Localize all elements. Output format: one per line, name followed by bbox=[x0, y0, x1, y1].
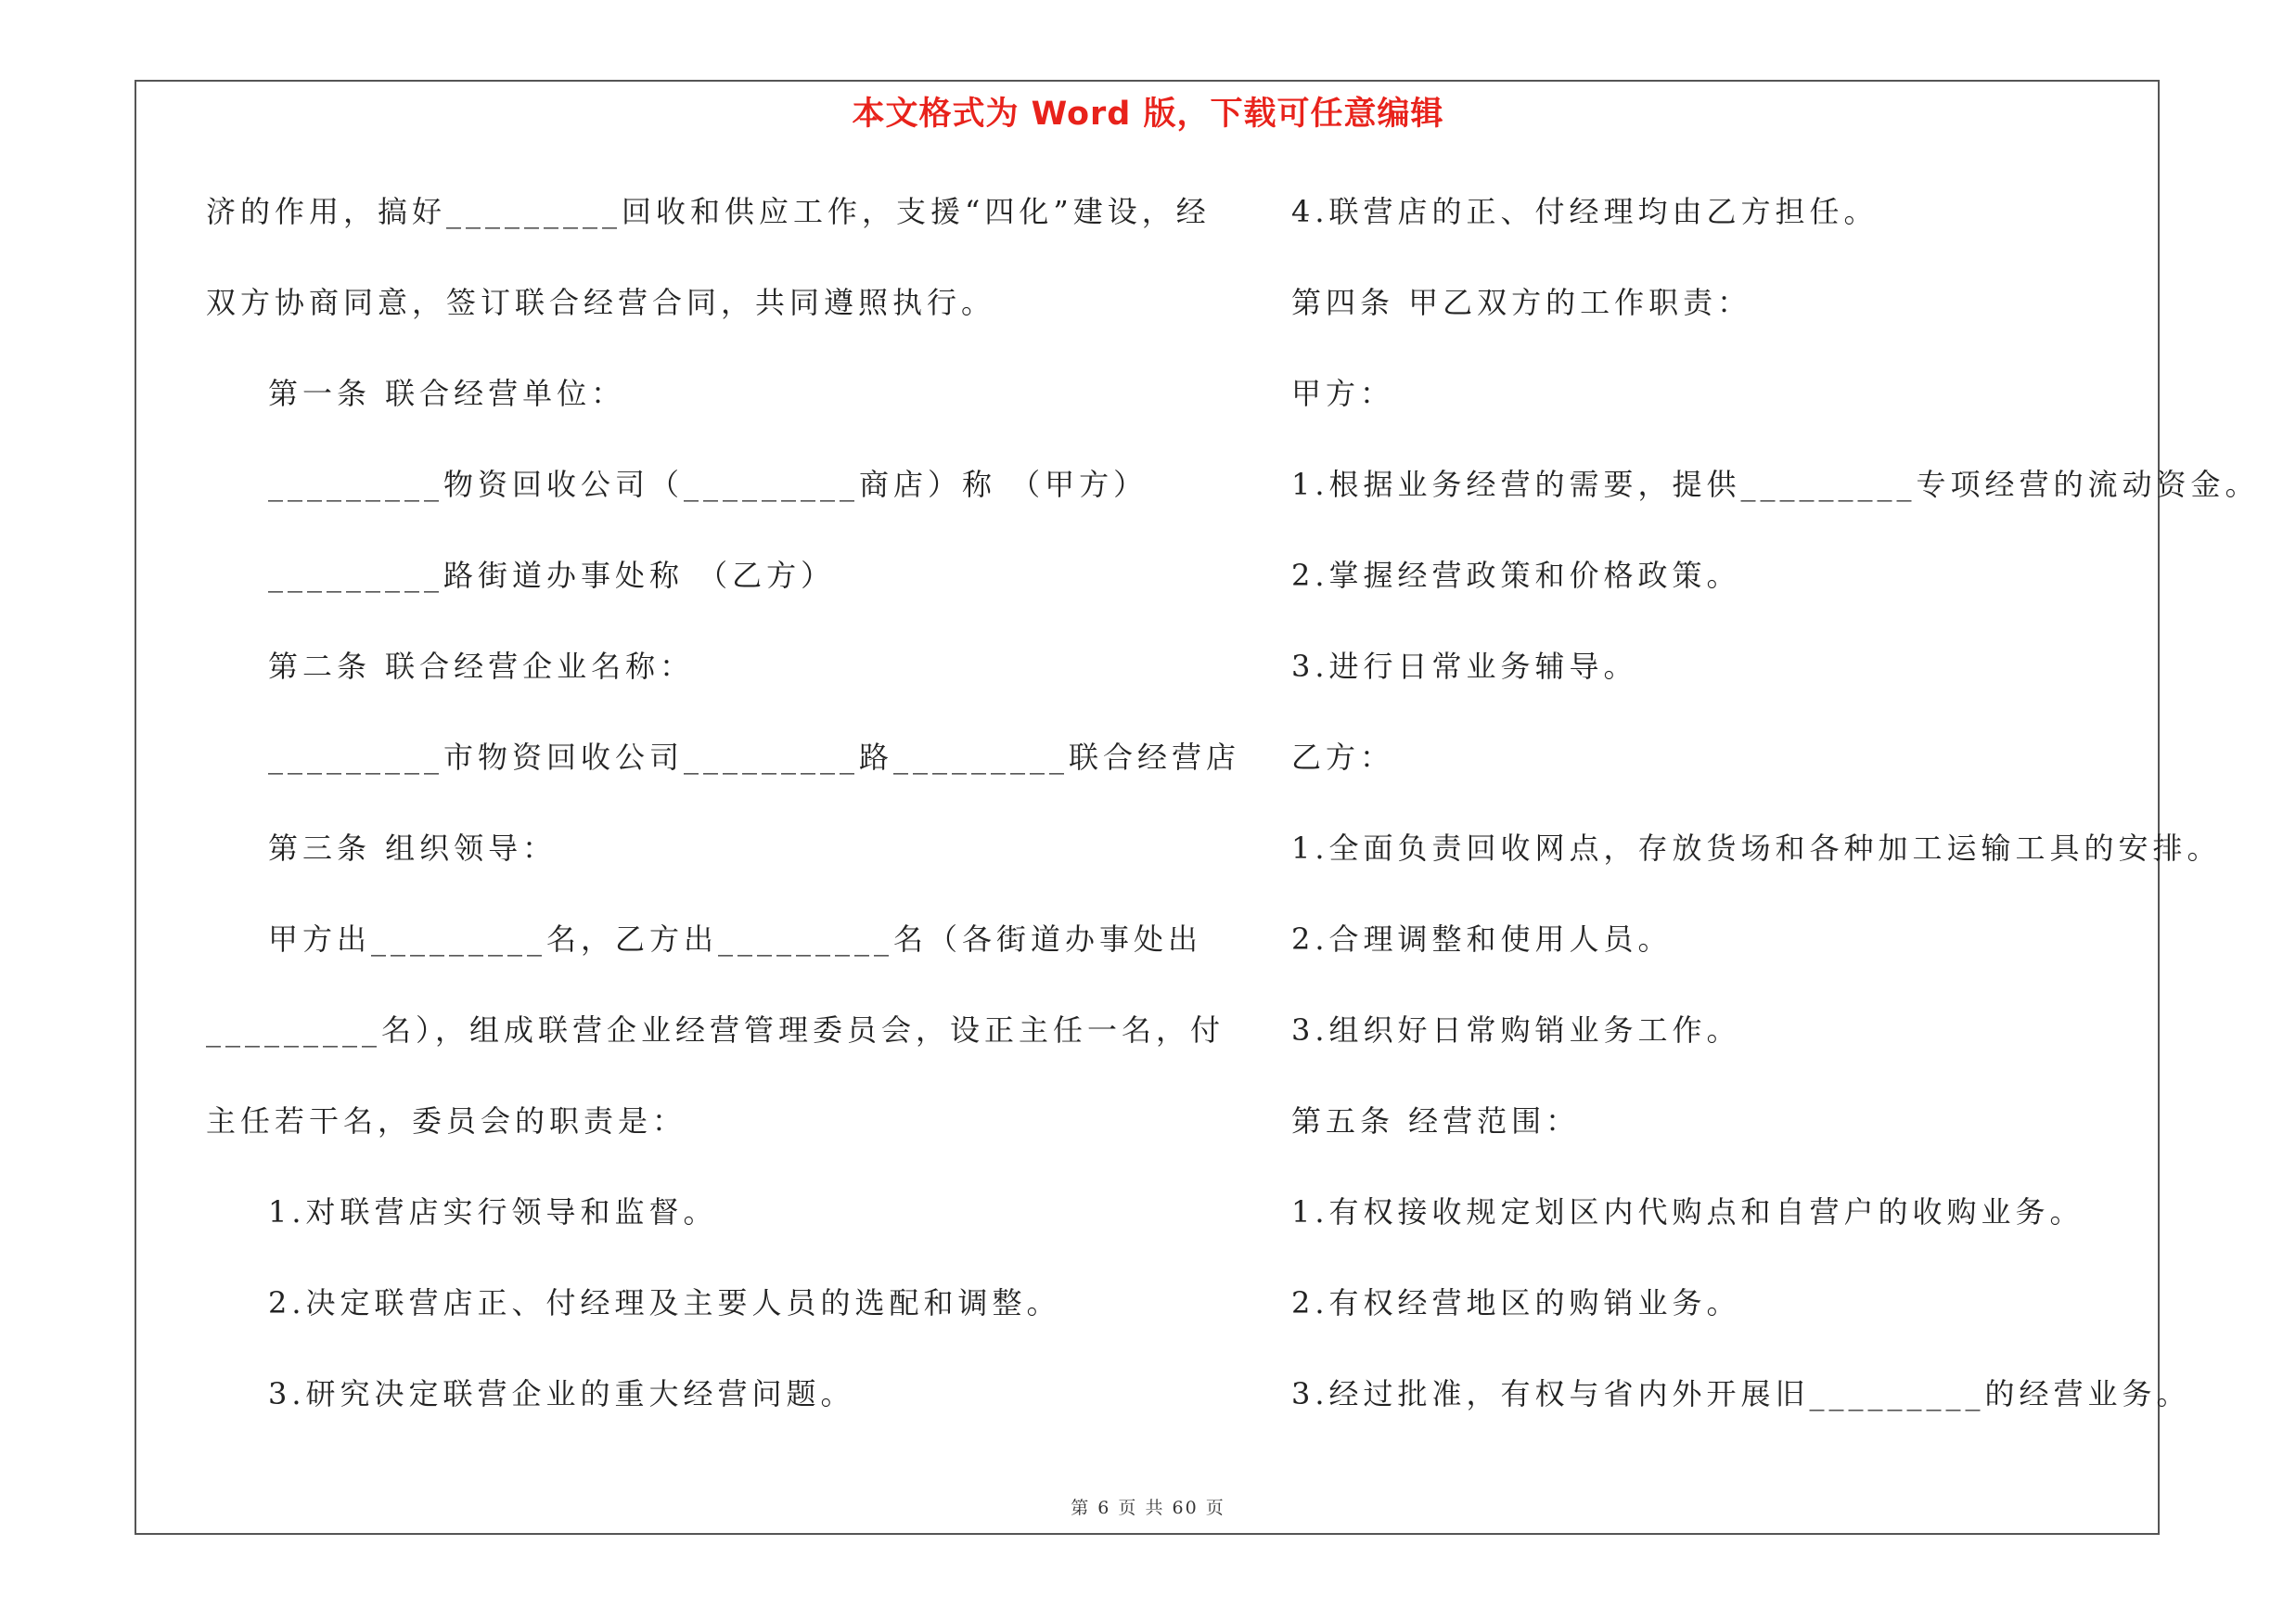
text-line: 乙方： bbox=[1291, 740, 1395, 775]
text-line: 第三条 组织领导： bbox=[268, 831, 558, 866]
text-line: 甲方： bbox=[1291, 376, 1395, 411]
text-line: _________物资回收公司（_________商店）称 （甲方） bbox=[268, 467, 1148, 502]
right-column bbox=[1291, 184, 2260, 1457]
text-line: 双方协商同意，签订联合经营合同，共同遵照执行。 bbox=[206, 285, 996, 320]
text-line: 3.进行日常业务辅导。 bbox=[1291, 649, 1638, 684]
text-line: _________路街道办事处称 （乙方） bbox=[268, 558, 836, 593]
text-line: 2.合理调整和使用人员。 bbox=[1291, 921, 1673, 957]
text-line: 主任若干名，委员会的职责是： bbox=[206, 1103, 687, 1139]
text-line: 甲方出_________名，乙方出_________名（各街道办事处出 bbox=[268, 921, 1203, 957]
text-line: 3.研究决定联营企业的重大经营问题。 bbox=[268, 1376, 855, 1411]
text-line: 济的作用，搞好_________回收和供应工作，支援“四化”建设，经 bbox=[206, 194, 1211, 229]
text-line: _________名），组成联营企业经营管理委员会，设正主任一名，付 bbox=[206, 1012, 1225, 1048]
text-line: 1.全面负责回收网点，存放货场和各种加工运输工具的安排。 bbox=[1291, 831, 2222, 866]
text-line: 1.对联营店实行领导和监督。 bbox=[268, 1194, 718, 1230]
page-number: 第 6 页 共 60 页 bbox=[1071, 1498, 1225, 1518]
text-line: 4.联营店的正、付经理均由乙方担任。 bbox=[1291, 194, 1879, 229]
text-line: 1.有权接收规定划区内代购点和自营户的收购业务。 bbox=[1291, 1194, 2084, 1230]
text-line: 第二条 联合经营企业名称： bbox=[268, 649, 695, 684]
text-line: 2.掌握经营政策和价格政策。 bbox=[1291, 558, 1741, 593]
text-line: 3.组织好日常购销业务工作。 bbox=[1291, 1012, 1741, 1048]
text-line: 2.决定联营店正、付经理及主要人员的选配和调整。 bbox=[268, 1285, 1061, 1320]
text-line: 第四条 甲乙双方的工作职责： bbox=[1291, 285, 1752, 320]
text-line: 第一条 联合经营单位： bbox=[268, 376, 626, 411]
text-line: _________市物资回收公司_________路_________联合经营店 bbox=[268, 740, 1241, 775]
header-banner: 本文格式为 Word 版，下载可任意编辑 bbox=[852, 96, 1444, 133]
text-line: 1.根据业务经营的需要，提供_________专项经营的流动资金。 bbox=[1291, 467, 2260, 502]
text-line: 第五条 经营范围： bbox=[1291, 1103, 1581, 1139]
left-column bbox=[206, 184, 1241, 1457]
text-line: 3.经过批准，有权与省内外开展旧_________的经营业务。 bbox=[1291, 1376, 2191, 1411]
text-line: 2.有权经营地区的购销业务。 bbox=[1291, 1285, 1741, 1320]
